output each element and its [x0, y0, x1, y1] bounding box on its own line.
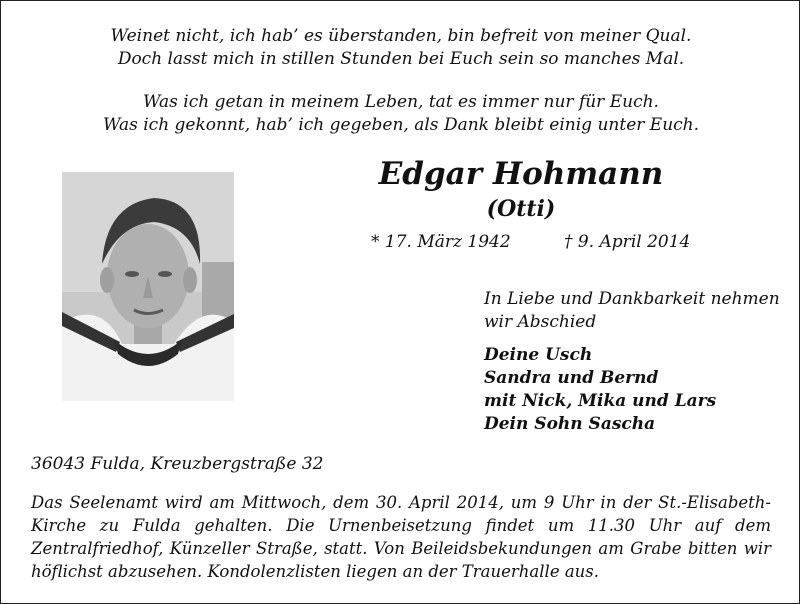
family-member: Sandra und Bernd: [484, 368, 659, 388]
farewell-line: wir Abschied: [484, 312, 597, 332]
address: 36043 Fulda, Kreuzbergstraße 32: [31, 454, 324, 474]
deceased-nickname: (Otti): [486, 196, 556, 222]
poem-stanza-1: [1, 25, 800, 71]
farewell-line: In Liebe und Dankbarkeit nehmen: [484, 289, 780, 309]
poem-line: Weinet nicht, ich hab’ es überstanden, bin befreit von meiner Qual.: [110, 26, 692, 46]
birth-date: * 17. März 1942: [371, 232, 511, 252]
poem-line: Was ich gekonnt, hab’ ich gegeben, als Dank bleibt einig unter Euch.: [102, 115, 700, 135]
family-member: Dein Sohn Sascha: [484, 414, 656, 434]
portrait-photo: [62, 172, 234, 401]
funeral-notice: Das Seelenamt wird am Mittwoch, dem 30. April 2014, um 9 Uhr in der St.-Elisabeth-Kirche zu Fulda gehalten. Die Urnenbeisetzung findet um 11.30 Uhr auf dem Zentralfriedhof, Künzeller Straße, statt. Von Beileidsbekundungen am Grabe bitten wir höflichst abzusehen. Kondolenzlisten liegen an der Trauerhalle aus.: [31, 493, 771, 581]
deceased-name: Edgar Hohmann: [378, 156, 664, 192]
poem-stanza-2: [1, 91, 800, 137]
portrait-image: [62, 172, 234, 401]
death-date: † 9. April 2014: [564, 232, 691, 252]
poem-line: Was ich getan in meinem Leben, tat es immer nur für Euch.: [143, 92, 659, 112]
farewell-text: [484, 288, 794, 334]
family-signatures: [484, 344, 794, 436]
family-member: Deine Usch: [484, 345, 593, 365]
family-member: mit Nick, Mika und Lars: [484, 391, 717, 411]
poem-line: Doch lasst mich in stillen Stunden bei Euch sein so manches Mal.: [117, 49, 685, 69]
